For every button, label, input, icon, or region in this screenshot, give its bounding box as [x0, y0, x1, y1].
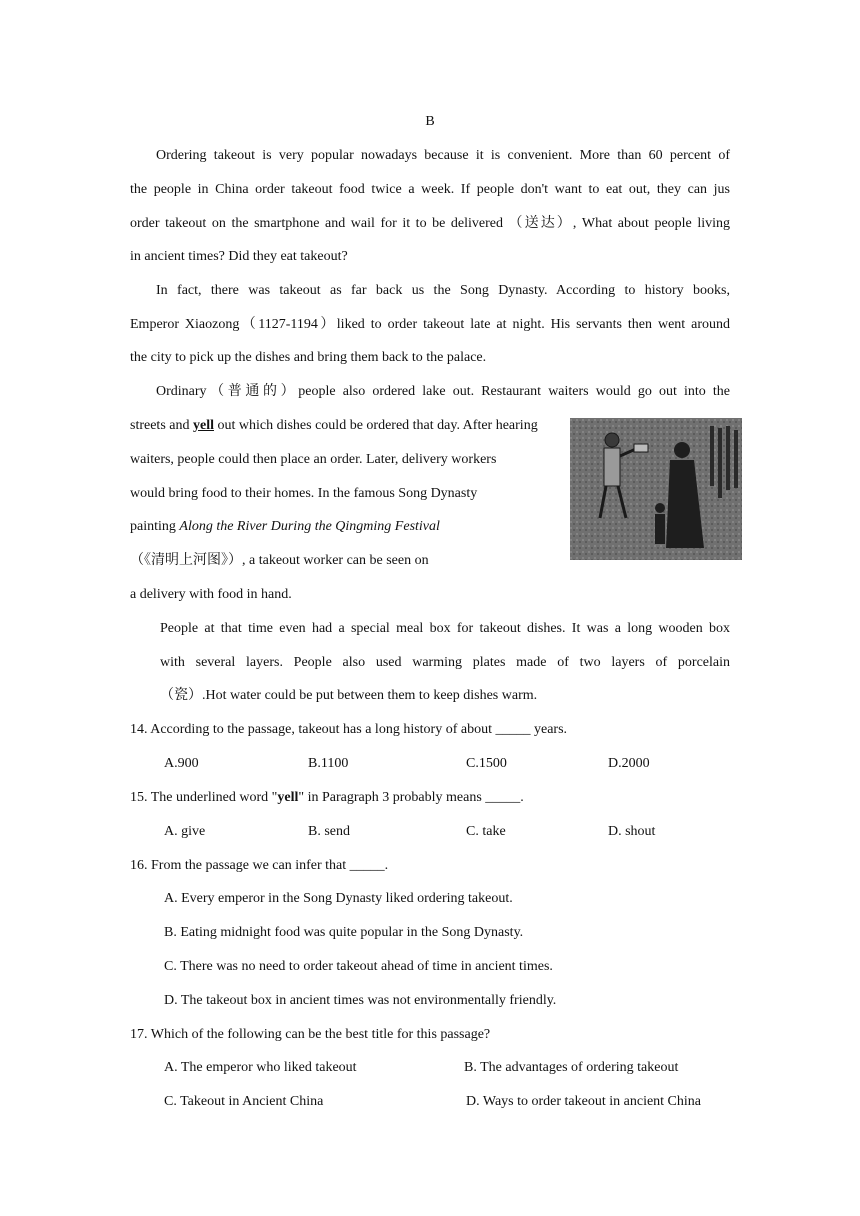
q15-stem-word: yell — [277, 790, 299, 805]
question-15-stem — [130, 788, 730, 808]
para3-line6: （《清明上河图》）, a takeout worker can be seen on — [130, 553, 429, 568]
para4-line1: People at that time even had a special meal box for takeout dishes. It was a long wooden box — [160, 621, 730, 636]
q17-option-a: A. The emperor who liked takeout — [164, 1060, 357, 1075]
q17-option-c: C. Takeout in Ancient China — [164, 1094, 324, 1109]
question-14-stem: 14. According to the passage, takeout has a long history of about _____ years. — [130, 722, 568, 737]
para3-line5-start: painting — [130, 519, 180, 534]
q15-option-b: B. send — [308, 824, 350, 839]
underlined-word-yell: yell — [192, 418, 214, 433]
painting-illustration — [570, 418, 742, 560]
q15-option-c: C. take — [466, 824, 506, 839]
para4-line3: （瓷）.Hot water could be put between them to keep dishes warm. — [160, 688, 538, 703]
q17-option-b: B. The advantages of ordering takeout — [464, 1060, 679, 1075]
q16-option-d: D. The takeout box in ancient times was not environmentally friendly. — [164, 993, 557, 1008]
q14-option-d: D.2000 — [608, 756, 650, 771]
question-16-stem: 16. From the passage we can infer that _____. — [130, 858, 389, 873]
para2-line3: the city to pick up the dishes and bring them back to the palace. — [130, 350, 487, 365]
para4-line2: with several layers. People also used warming plates made of two layers of porcelain — [160, 655, 730, 670]
para2-line2: Emperor Xiaozong（1127-1194）liked to order takeout late at night. His servants then went around — [130, 317, 730, 332]
q14-option-b: B.1100 — [308, 756, 349, 771]
q15-stem-end: " in Paragraph 3 probably means _____. — [298, 790, 524, 805]
q16-option-c: C. There was no need to order takeout ahead of time in ancient times. — [164, 959, 553, 974]
q15-stem-start: 15. The underlined word " — [130, 790, 278, 805]
section-heading: B — [425, 114, 435, 129]
question-17-stem: 17. Which of the following can be the best title for this passage? — [130, 1027, 491, 1042]
q17-option-d: D. Ways to order takeout in ancient China — [466, 1094, 701, 1109]
para1-line4: in ancient times? Did they eat takeout? — [130, 249, 348, 264]
para3-line2-start: streets and — [130, 418, 193, 433]
para1-line2: the people in China order takeout food twice a week. If people don't want to eat out, they can jus — [130, 182, 730, 197]
q16-option-b: B. Eating midnight food was quite popular in the Song Dynasty. — [164, 925, 524, 940]
q16-option-a: A. Every emperor in the Song Dynasty liked ordering takeout. — [164, 891, 513, 906]
para3-line2-end: out which dishes could be ordered that day. After hearing — [213, 418, 538, 433]
para3-line7: a delivery with food in hand. — [130, 587, 292, 602]
q15-option-d: D. shout — [608, 824, 656, 839]
para3-line4: would bring food to their homes. In the famous Song Dynasty — [130, 486, 478, 501]
para3-line2 — [130, 416, 570, 436]
painting-title: Along the River During the Qingming Festival — [179, 519, 440, 534]
para1-line3: order takeout on the smartphone and wail for it to be delivered （送达）, What about people living — [130, 216, 730, 231]
para3-line1: Ordinary（普通的）people also ordered lake out. Restaurant waiters would go out into the — [156, 384, 730, 399]
q14-option-a: A.900 — [164, 756, 199, 771]
q14-option-c: C.1500 — [466, 756, 507, 771]
para2-line1: In fact, there was takeout as far back us the Song Dynasty. According to history books, — [156, 283, 730, 298]
q15-option-a: A. give — [164, 824, 206, 839]
para3-line3: waiters, people could then place an order. Later, delivery workers — [130, 452, 497, 467]
painting-illustration-graphic — [570, 418, 742, 560]
para1-line1: Ordering takeout is very popular nowadays because it is convenient. More than 60 percent of — [156, 148, 730, 163]
